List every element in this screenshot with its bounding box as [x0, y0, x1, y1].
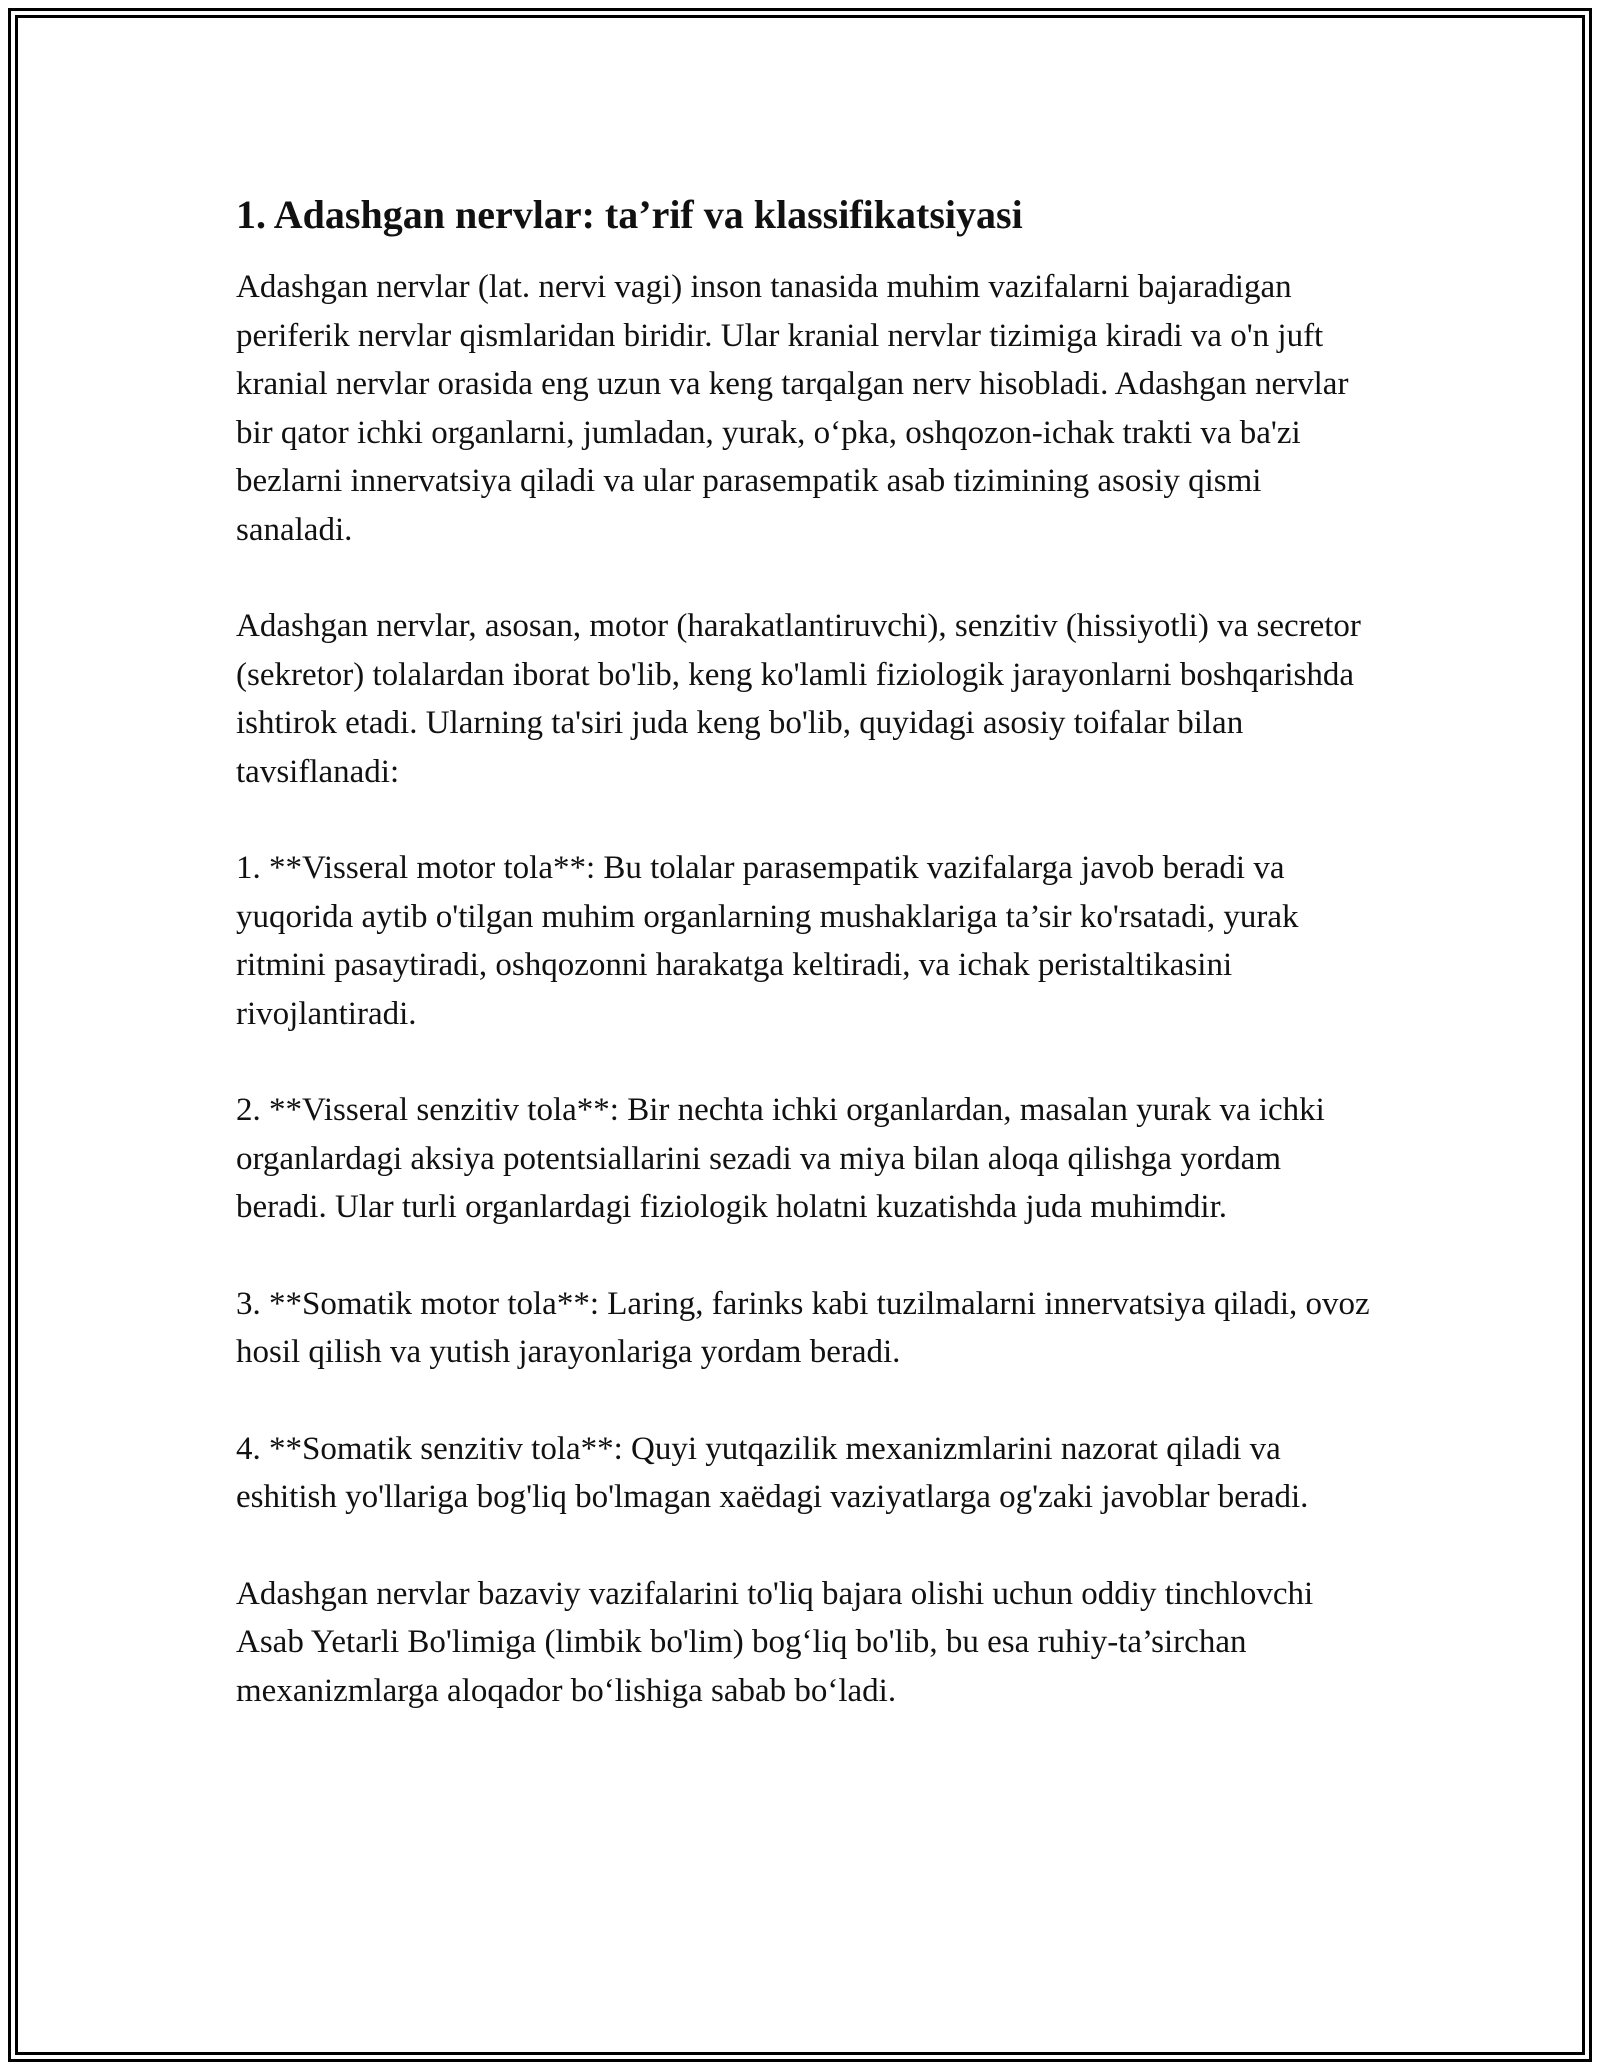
paragraph-conclusion: Adashgan nervlar bazaviy vazifalarini to'liq bajara olishi uchun oddiy tinchlovchi Asab Yetarli Bo'limiga (limbik bo'lim) bog‘liq bo'lib, bu esa ruhiy-ta’sirchan mexanizmlarga aloqador bo‘lishiga sabab bo‘ladi. — [236, 1575, 1314, 1709]
paragraph-fiber-types: Adashgan nervlar, asosan, motor (harakatlantiruvchi), senzitiv (hissiyotli) va secretor (sekretor) tolalardan iborat bo'lib, keng ko'lamli fiziologik jarayonlarni boshqarishda ishtirok etadi. Ularning ta'siri juda keng bo'lib, quyidagi asosiy toifalar bilan tavsiflanadi: — [236, 608, 1361, 790]
list-item-somatic-sensory: 4. **Somatik senzitiv tola**: Quyi yutqazilik mexanizmlarini nazorat qiladi va eshitish yo'llariga bog'liq bo'lmagan xaëdagi vaziyatlarga og'zaki javoblar beradi. — [236, 1430, 1309, 1515]
paragraph-intro: Adashgan nervlar (lat. nervi vagi) inson tanasida muhim vazifalarni bajaradigan periferik nervlar qismlaridan biridir. Ular kranial nervlar tizimiga kiradi va o'n juft kranial nervlar orasida eng uzun va keng tarqalgan nerv hisobladi. Adashgan nervlar bir qator ichki organlarni, jumladan, yurak, o‘pka, oshqozon-ichak trakti va ba'zi bezlarni innervatsiya qiladi va ular parasempatik asab tizimining asosiy qismi sanaladi. — [236, 269, 1349, 548]
list-item-visceral-sensory: 2. **Visseral senzitiv tola**: Bir nechta ichki organlardan, masalan yurak va ichki organlardagi aksiya potentsiallarini sezadi va miya bilan aloqa qilishga yordam beradi. Ular turli organlardagi fiziologik holatni kuzatishda juda muhimdir. — [236, 1092, 1325, 1225]
document-body — [236, 187, 1376, 1763]
list-item-visceral-motor: 1. **Visseral motor tola**: Bu tolalar parasempatik vazifalarga javob beradi va yuqorida aytib o'tilgan muhim organlarning mushaklariga ta’sir ko'rsatadi, yurak ritmini pasaytiradi, oshqozonni harakatga keltiradi, va ichak peristaltikasini rivojlantiradi. — [236, 850, 1299, 1032]
list-item-somatic-motor: 3. **Somatik motor tola**: Laring, farinks kabi tuzilmalarni innervatsiya qiladi, ovoz hosil qilish va yutish jarayonlariga yordam beradi. — [236, 1285, 1370, 1370]
section-title: 1. Adashgan nervlar: ta’rif va klassifikatsiyasi — [236, 192, 1023, 237]
